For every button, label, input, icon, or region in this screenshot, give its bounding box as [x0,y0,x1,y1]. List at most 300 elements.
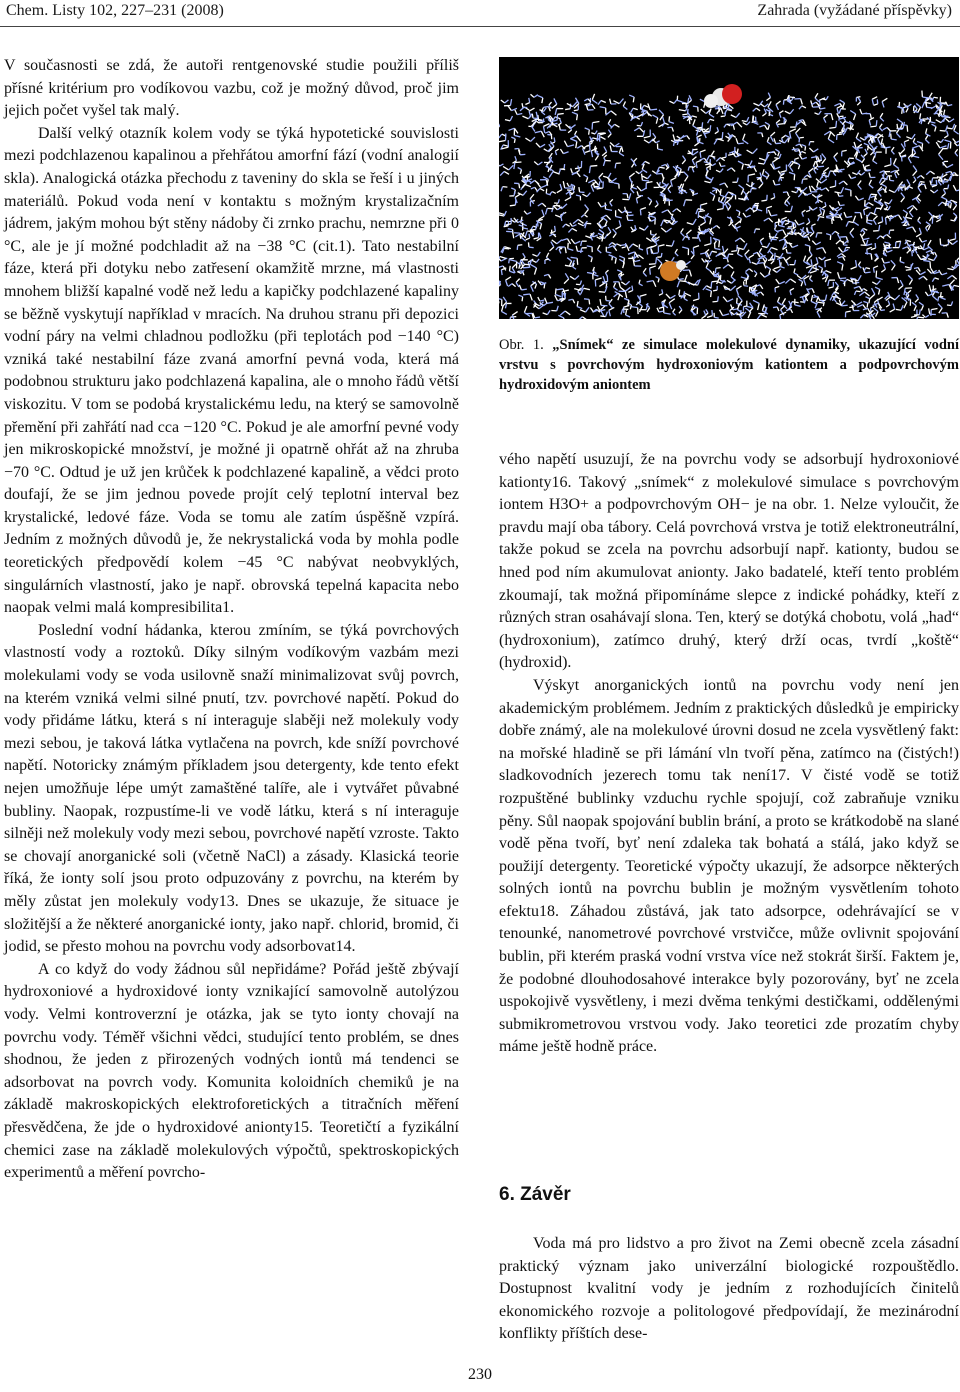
water-bond [616,216,622,217]
water-bond [597,134,598,141]
water-bond [863,238,869,239]
water-bond [508,229,513,230]
md-simulation-image [499,57,959,319]
water-bond [562,239,568,241]
water-bond [764,109,766,114]
water-bond [615,163,616,168]
water-bond [693,219,696,225]
water-bond [915,317,917,319]
water-bond [912,156,919,158]
water-bond [907,179,910,184]
water-bond [801,145,805,147]
water-bond [593,275,598,277]
water-bond [840,280,845,281]
water-bond [644,226,648,231]
water-bond [589,299,590,304]
water-bond [704,131,710,132]
water-bond [647,308,650,312]
water-bond [665,123,669,125]
water-bond [922,91,923,97]
water-bond [775,149,779,152]
water-bond [543,119,544,123]
water-bond [858,265,861,268]
water-bond [564,279,569,284]
hydroxide-hydrogen [676,260,686,270]
water-bond [762,304,764,310]
water-bond [650,266,656,268]
water-bond [697,127,702,128]
water-bond [655,204,658,207]
water-bond [538,297,540,301]
water-bond [629,244,633,248]
water-bond [543,126,544,132]
water-bond [514,135,520,137]
water-bond [737,216,741,218]
water-bond [809,168,814,172]
water-bond [761,200,766,201]
water-bond [659,110,664,115]
water-bond [612,243,616,245]
water-bond [728,264,733,268]
water-bond [876,278,883,280]
water-bond [530,264,536,268]
water-bond [912,227,915,232]
water-bond [756,108,760,111]
water-bond [818,217,820,221]
water-bond [774,267,780,269]
water-bond [556,247,559,250]
water-bond [919,238,922,242]
water-bond [589,166,590,173]
paragraph: V současnosti se zdá, že autoři rentgenovské studie použili příliš přísné kritérium pro vodíkovou vazbu, což je možný důvod, proč jim jejich počet vyšel tak malý. [4,57,459,120]
water-bond [608,134,611,138]
water-bond [930,171,934,174]
water-bond [813,207,818,210]
water-bond [762,175,767,178]
water-bond [682,114,687,115]
water-bond [658,278,659,282]
water-bond [593,138,598,139]
water-bond [919,228,921,234]
water-bond [926,228,928,232]
water-bond [808,218,810,222]
water-bond [653,253,658,254]
water-bond [704,181,710,182]
water-bond [778,124,784,125]
water-bond [591,186,594,192]
water-bond [904,140,909,142]
water-bond [942,182,948,183]
water-bond [698,209,704,210]
water-bond [636,171,640,173]
water-bond [893,304,895,310]
water-bond [527,180,531,182]
water-bond [568,145,575,147]
water-bond [768,93,770,98]
water-bond [646,182,652,183]
water-bond [681,233,685,237]
water-bond [662,183,667,186]
water-bond [818,166,824,167]
water-bond [587,193,590,197]
water-bond [865,137,871,138]
water-bond [499,298,502,300]
water-bond [918,107,921,112]
water-bond [684,172,688,177]
water-bond [920,272,925,275]
water-bond [693,106,698,107]
water-bond [877,99,878,104]
water-bond [628,252,635,254]
water-bond [750,189,751,193]
water-bond [779,260,780,267]
water-bond [739,185,744,189]
water-bond [505,303,506,308]
water-bond [785,279,790,284]
water-bond [587,246,592,247]
water-bond [804,175,807,178]
water-bond [530,94,533,97]
water-bond [614,283,616,288]
water-bond [591,151,592,157]
water-bond [555,295,561,297]
water-bond [790,291,791,295]
water-bond [778,302,782,305]
water-bond [577,301,578,306]
water-bond [720,169,723,173]
water-bond [799,137,803,138]
water-bond [876,120,877,126]
water-bond [608,119,610,124]
water-bond [770,132,775,136]
water-bond [668,189,671,193]
water-bond [792,229,793,234]
water-bond [853,216,855,222]
water-bond [798,165,799,169]
water-bond [882,102,884,108]
water-bond [545,131,549,133]
water-bond [832,231,835,234]
water-bond [704,132,709,134]
water-bond [738,249,739,254]
water-bond [870,114,871,119]
water-bond [887,127,890,131]
water-bond [534,268,536,275]
water-bond [860,137,864,140]
water-bond [626,281,630,285]
water-bond [768,125,769,130]
water-bond [891,139,896,140]
water-bond [831,114,833,121]
water-bond [809,186,811,192]
water-bond [555,215,561,217]
water-bond [642,180,649,181]
water-bond [870,212,876,215]
water-bond [862,113,867,114]
water-bond [900,257,901,262]
water-bond [641,122,643,126]
water-bond [648,197,652,200]
water-bond [610,145,611,151]
water-bond [573,219,578,223]
water-bond [800,188,801,193]
water-bond [503,166,509,169]
water-bond [825,259,831,261]
water-bond [758,258,763,259]
water-bond [732,280,736,284]
water-bond [682,247,688,249]
water-bond [860,109,862,114]
water-bond [592,104,595,109]
water-bond [569,186,573,187]
water-bond [754,229,755,233]
water-bond [693,246,699,248]
water-bond [771,248,777,250]
water-bond [792,149,799,150]
conclusion-column [499,1233,959,1346]
water-bond [653,133,656,137]
water-bond [948,185,949,189]
water-bond [605,270,608,273]
water-bond [828,280,829,286]
water-bond [947,275,952,278]
water-bond [584,215,587,217]
water-bond [816,242,821,245]
water-bond [877,236,880,239]
water-bond [555,226,556,231]
water-bond [531,137,535,141]
water-bond [884,165,891,167]
water-bond [573,299,575,303]
water-bond [778,152,780,156]
water-bond [722,246,723,252]
water-bond [673,134,675,141]
water-bond [760,173,761,178]
water-bond [814,113,818,115]
water-bond [918,317,924,318]
water-bond [552,104,557,108]
water-bond [508,106,512,111]
water-bond [600,107,606,108]
water-bond [891,260,895,265]
water-bond [790,167,793,172]
water-bond [826,188,829,191]
water-bond [781,305,786,310]
water-bond [553,206,557,210]
water-bond [820,108,825,109]
water-bond [741,277,747,279]
water-bond [679,290,680,296]
water-bond [608,130,611,134]
water-bond [724,124,727,127]
water-bond [939,115,943,116]
water-bond [571,239,575,244]
water-bond [615,258,616,264]
water-bond [649,201,651,206]
water-bond [736,138,738,144]
water-bond [922,97,928,98]
water-bond [771,261,774,264]
water-bond [802,179,803,184]
water-bond [631,307,637,308]
water-bond [506,224,512,225]
water-bond [913,242,915,246]
water-bond [578,223,584,226]
water-bond [704,244,711,246]
water-bond [577,146,581,149]
water-bond [657,308,659,312]
water-bond [721,166,725,167]
water-bond [950,280,955,285]
water-bond [823,302,824,306]
water-bond [790,97,795,98]
water-bond [720,310,723,316]
water-bond [840,278,847,279]
water-bond [701,316,705,319]
water-bond [785,220,791,222]
water-bond [499,213,504,215]
water-bond [618,209,622,213]
water-bond [600,299,601,305]
water-bond [854,286,860,288]
water-bond [662,210,668,213]
water-bond [801,282,803,286]
water-bond [925,315,928,317]
water-bond [712,301,717,302]
water-bond [649,264,656,265]
water-bond [571,168,573,173]
water-bond [677,100,681,101]
water-bond [812,263,818,266]
water-bond [518,245,523,246]
left-column [4,55,459,1185]
water-bond [838,272,840,278]
water-bond [576,246,577,252]
water-bond [584,299,589,300]
water-bond [936,120,941,123]
water-bond [691,284,697,285]
water-bond [886,305,890,308]
water-bond [599,173,603,177]
water-bond [548,274,550,278]
water-bond [792,191,797,192]
water-bond [561,169,566,170]
water-bond [901,193,905,198]
water-bond [549,247,553,251]
water-bond [702,258,705,262]
water-bond [891,151,894,154]
hydroxonium-hydrogen [704,94,718,108]
water-bond [841,301,845,306]
water-bond [538,162,542,165]
water-bond [880,118,884,122]
water-bond [545,298,547,304]
water-bond [774,138,776,143]
water-bond [941,197,947,200]
paragraph: Další velký otazník kolem vody se týká hypotetické souvislosti mezi podchlazenou kapalinou a přehřátou amorfní fází (vodní analogií skla). Analogická otázka přechodu z taveniny do skla se řeší i u jiných materiálů. Pokud voda není v kontaktu s možným krystalizačním jádrem, jakým mohou být stěny nádoby či zrnko prachu, nemrzne při 0 °C, ale je jí možné podchladit až na −38 °C (cit.1). Tato nestabilní fáze, která při dotyku nebo zatřesení okamžitě mrzne, má vlastnosti mnohem bližší kapalné vodě než ledu a kapičky podchlazené kapaliny se běžně vyskytují například v mracích. Na druhou stranu při depozici vodní páry na velmi chladnou podložku (při teplotách pod −140 °C) vzniká také nestabilní fáze zvaná amorfní pevná voda, která má podobnou strukturu jako podchlazená kapalina, ale o mnoho řádů větší viskozitu. V tom se podobá krystalickému ledu, na který se samovolně přemění při zahřátí nad cca −120 °C. Pokud je ale amorfní pevné vody jen mikroskopické množství, je možné ji opatrně ohřát až na zhruba −70 °C. Odtud je už jen krůček k podchlazené kapalině, a vědci proto doufají, že se jim jednou povede projít celý teplotní interval bez krystalické, ledové fáze. Voda se tomu ale zatím úspěšně vzpírá. Jedním z možných důvodů je, že nekrystalická voda by mohla podle teoretických předpovědí kolem −45 °C nabývat neobvyklých, singulárních vlastností, jako je např. obrovská tepelná kapacita nebo naopak velmi malá kompresibilita1. [4,124,459,617]
water-bond [890,309,895,312]
water-bond [897,124,898,129]
water-bond [874,208,876,213]
water-bond [540,188,544,190]
water-bond [670,295,675,298]
water-bond [711,151,714,156]
water-bond [903,210,907,213]
water-bond [878,139,881,145]
water-bond [585,151,590,153]
water-bond [675,249,677,253]
water-bond [668,210,672,215]
water-bond [585,205,589,210]
water-bond [590,308,593,312]
water-bond [773,180,775,185]
water-bond [952,275,956,279]
water-bond [746,208,751,212]
water-bond [950,203,951,208]
water-bond [917,141,923,143]
water-bond [739,212,740,216]
water-bond [947,164,953,167]
water-bond [516,282,519,286]
water-bond [869,202,874,205]
water-bond [693,299,699,301]
water-bond [762,113,766,116]
water-bond [798,192,802,197]
water-bond [927,107,932,108]
water-bond [696,160,701,162]
water-bond [880,113,883,118]
water-bond [743,134,745,140]
water-bond [938,304,942,308]
water-bond [530,194,534,199]
water-bond [514,163,515,170]
water-bond [555,109,557,115]
water-bond [529,234,530,238]
water-bond [610,99,611,104]
water-bond [918,268,920,272]
water-bond [913,180,916,183]
water-bond [652,171,656,174]
water-bond [540,224,541,230]
water-bond [776,105,778,110]
water-bond [812,241,816,245]
water-bond [859,292,864,296]
water-bond [906,269,911,270]
water-bond [725,204,728,210]
water-bond [864,268,866,272]
water-bond [639,128,643,132]
water-bond [873,216,877,220]
water-bond [531,226,533,229]
water-bond [599,283,605,287]
water-bond [746,184,750,187]
water-bond [662,289,663,293]
water-bond [559,298,565,299]
water-bond [629,177,632,183]
water-bond [746,269,750,272]
water-bond [738,161,743,164]
water-bond [647,281,654,282]
water-bond [738,143,744,144]
water-bond [799,120,803,121]
water-bond [949,119,954,122]
water-bond [874,308,878,312]
water-bond [687,223,693,225]
water-bond [873,220,876,225]
water-bond [859,198,864,200]
water-bond [736,210,740,212]
water-bond [710,218,711,224]
